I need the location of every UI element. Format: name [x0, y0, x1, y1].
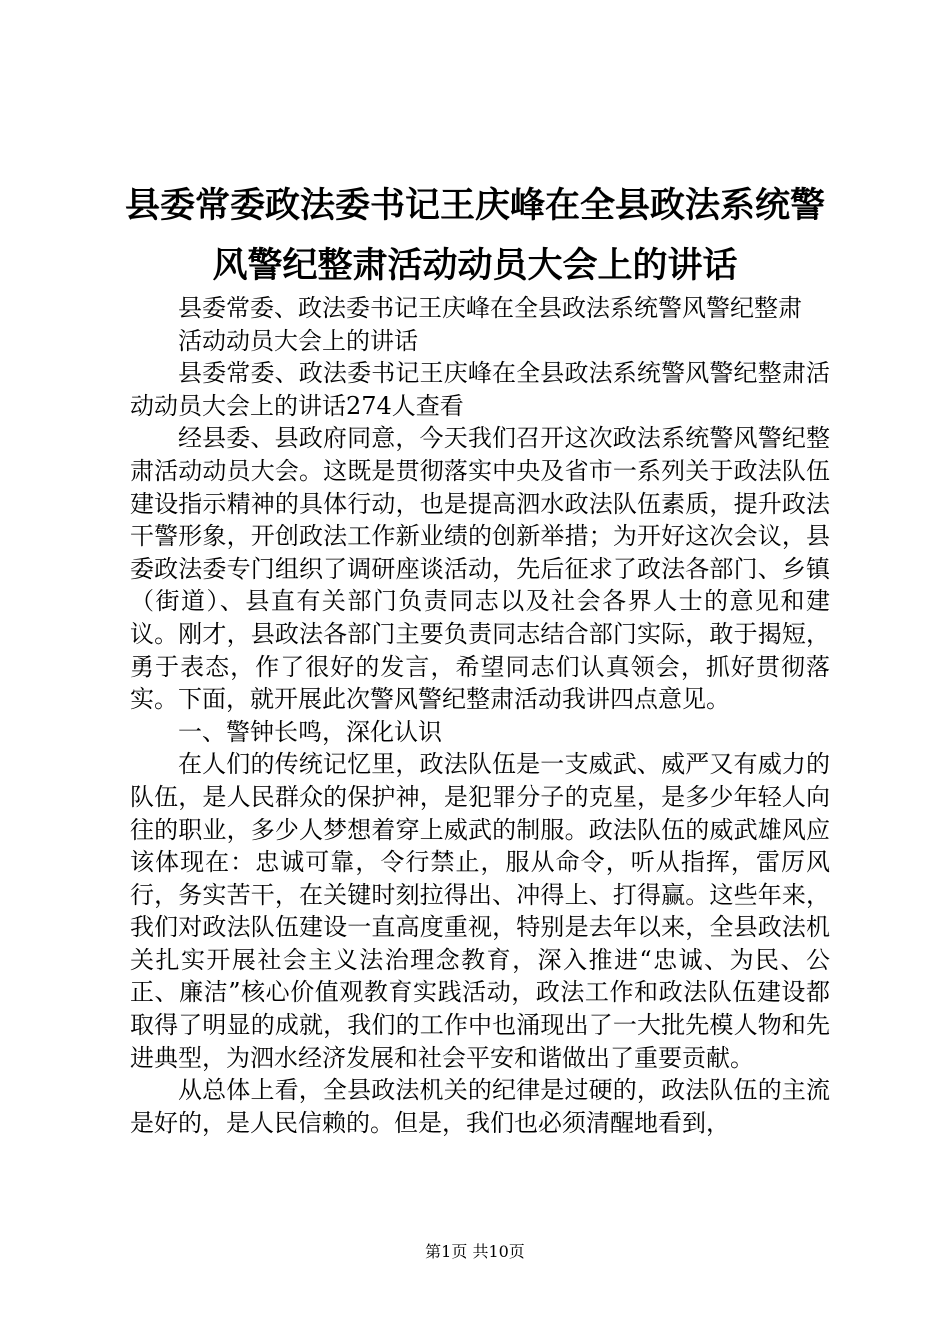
paragraph: 在人们的传统记忆里，政法队伍是一支威武、威严又有威力的队伍，是人民群众的保护神，是犯罪分子的克星，是多少年轻人向往的职业，多少人梦想着穿上威武的制服。政法队伍的威武雄风应该体现在：忠诚可靠，令行禁止，服从命令，听从指挥，雷厉风行，务实苦干，在关键时刻拉得出、冲得上、打得赢。这些年来，我们对政法队伍建设一直高度重视，特别是去年以来，全县政法机关扎实开展社会主义法治理念教育，深入推进“忠诚、为民、公正、廉洁”核心价值观教育实践活动，政法工作和政法队伍建设都取得了明显的成就，我们的工作中也涌现出了一大批先模人物和先进典型，为泗水经济发展和社会平安和谐做出了重要贡献。 [130, 750, 830, 1072]
section-heading: 一、警钟长鸣，深化认识 [178, 717, 442, 746]
document-title: 县委常委政法委书记王庆峰在全县政法系统警风警纪整肃活动动员大会上的讲话 [124, 186, 825, 286]
paragraph: 活动动员大会上的讲话 [178, 326, 418, 355]
document-body [130, 292, 830, 1139]
paragraph: 县委常委、政法委书记王庆峰在全县政法系统警风警纪整肃活动动员大会上的讲话274人查看 [130, 359, 830, 420]
paragraph: 县委常委、政法委书记王庆峰在全县政法系统警风警纪整肃 [178, 294, 802, 322]
page-footer: 第1页 共10页 [425, 1242, 525, 1261]
paragraph: 经县委、县政府同意，今天我们召开这次政法系统警风警纪整肃活动动员大会。这既是贯彻落实中央及省市一系列关于政法队伍建设指示精神的具体行动，也是提高泗水政法队伍素质，提升政法干警形象，开创政法工作新业绩的创新举措；为开好这次会议，县委政法委专门组织了调研座谈活动，先后征求了政法各部门、乡镇（街道）、县直有关部门负责同志以及社会各界人士的意见和建议。刚才，县政法各部门主要负责同志结合部门实际，敢于揭短，勇于表态，作了很好的发言，希望同志们认真领会，抓好贯彻落实。下面，就开展此次警风警纪整肃活动我讲四点意见。 [130, 424, 830, 714]
paragraph: 从总体上看，全县政法机关的纪律是过硬的，政法队伍的主流是好的，是人民信赖的。但是，我们也必须清醒地看到， [130, 1076, 830, 1137]
